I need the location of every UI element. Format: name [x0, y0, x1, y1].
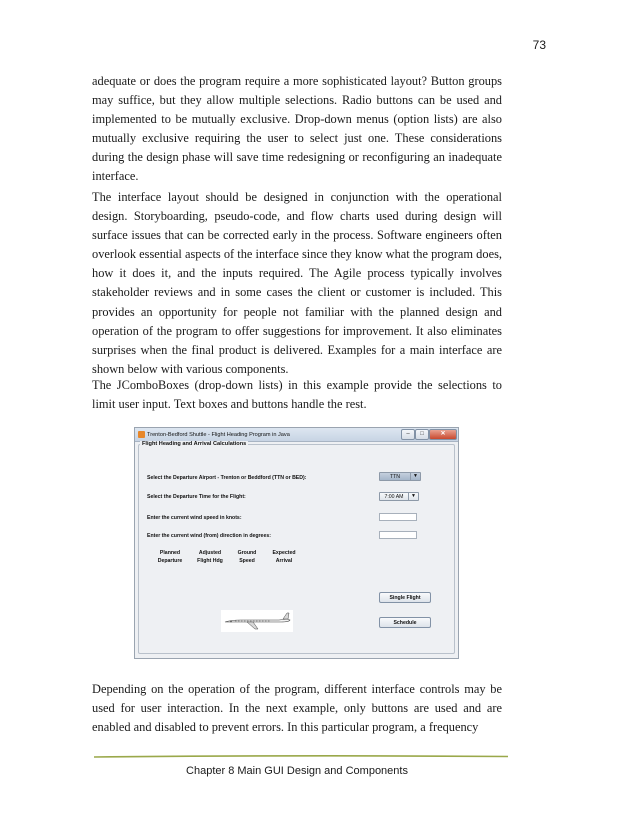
body-paragraph-4: Depending on the operation of the program, different interface controls may be used for user interaction. In the next example, only buttons are used and are enabled and disabled to prevent errors. In this particular program, a frequency: [92, 682, 502, 735]
column-label: Arrival: [275, 557, 293, 564]
column-label: Speed: [239, 557, 255, 564]
page-number: 73: [532, 38, 546, 52]
departure-time-label: Select the Departure Time for the Flight:: [147, 494, 246, 500]
body-paragraph-3: The JComboBoxes (drop-down lists) in this example provide the selections to limit user input. Text boxes and buttons handle the rest.: [92, 378, 502, 412]
wind-direction-label: Enter the current wind (from) direction in degrees:: [147, 533, 271, 539]
window-title: Trenton-Bedford Shuttle - Flight Heading Program in Java: [147, 431, 290, 438]
column-label: Planned: [159, 550, 181, 556]
departure-time-combo-value: 7:00 AM: [384, 494, 404, 500]
body-paragraph-2: The interface layout should be designed in conjunction with the operational design. Storyboarding, pseudo-code, and flow charts used during design will surface issues that can be corrected early in the process. Software engineers often overlook essential aspects of the interface since they know what the program does, how it does it, and the inputs required. The Agile process typically involves stakeholder reviews and in some cases the client or customer is included. This provides an opportunity for people not familiar with the planned design and operation of the program to offer suggestions for improvement. It also eliminates surprises when the final product is delivered. Examples for a main interface are shown below with various components.: [92, 190, 502, 376]
column-planned-departure: [155, 550, 185, 565]
chevron-down-icon[interactable]: ▼: [408, 493, 418, 500]
app-window-screenshot: [134, 427, 459, 659]
airport-combo[interactable]: [379, 472, 421, 481]
wind-speed-input[interactable]: [379, 513, 417, 521]
window-titlebar: [135, 428, 458, 442]
airport-label: Select the Departure Airport - Trenton or Beddford (TTN or BED):: [147, 475, 307, 481]
column-label: Flight Hdg: [197, 557, 223, 564]
body-paragraph-1: adequate or does the program require a more sophisticated layout? Button groups may suffice, but they allow multiple selections. Radio buttons can be used and implemented to be mutually exclusive. Drop-down menus (option lists) are also mutually exclusive requiring the user to select just one. These considerations during the design phase will save time redesigning or reconfiguring an inadequate interface.: [92, 74, 502, 184]
maximize-icon[interactable]: □: [415, 429, 429, 440]
footer-rule: [94, 754, 508, 759]
single-flight-button[interactable]: Single Flight: [379, 592, 431, 603]
airport-combo-value: TTN: [389, 474, 401, 480]
airplane-icon: [221, 610, 293, 632]
chevron-down-icon[interactable]: ▼: [410, 473, 420, 480]
column-label: Departure: [157, 557, 183, 564]
close-icon[interactable]: ✕: [429, 429, 457, 440]
column-adjusted-flight-hdg: [195, 550, 225, 565]
column-label: Ground: [237, 550, 257, 556]
schedule-button[interactable]: Schedule: [379, 617, 431, 628]
column-label: Expected: [272, 550, 296, 556]
group-title: Flight Heading and Arrival Calculations: [142, 441, 247, 447]
java-app-icon: [138, 431, 145, 438]
footer-chapter-title: Chapter 8 Main GUI Design and Components: [186, 765, 408, 777]
departure-time-combo[interactable]: [379, 492, 419, 501]
minimize-icon[interactable]: –: [401, 429, 415, 440]
column-ground-speed: [232, 550, 262, 565]
wind-speed-label: Enter the current wind speed in knots:: [147, 515, 242, 521]
column-expected-arrival: [268, 550, 300, 565]
column-label: Adjusted: [198, 550, 222, 556]
wind-direction-input[interactable]: [379, 531, 417, 539]
